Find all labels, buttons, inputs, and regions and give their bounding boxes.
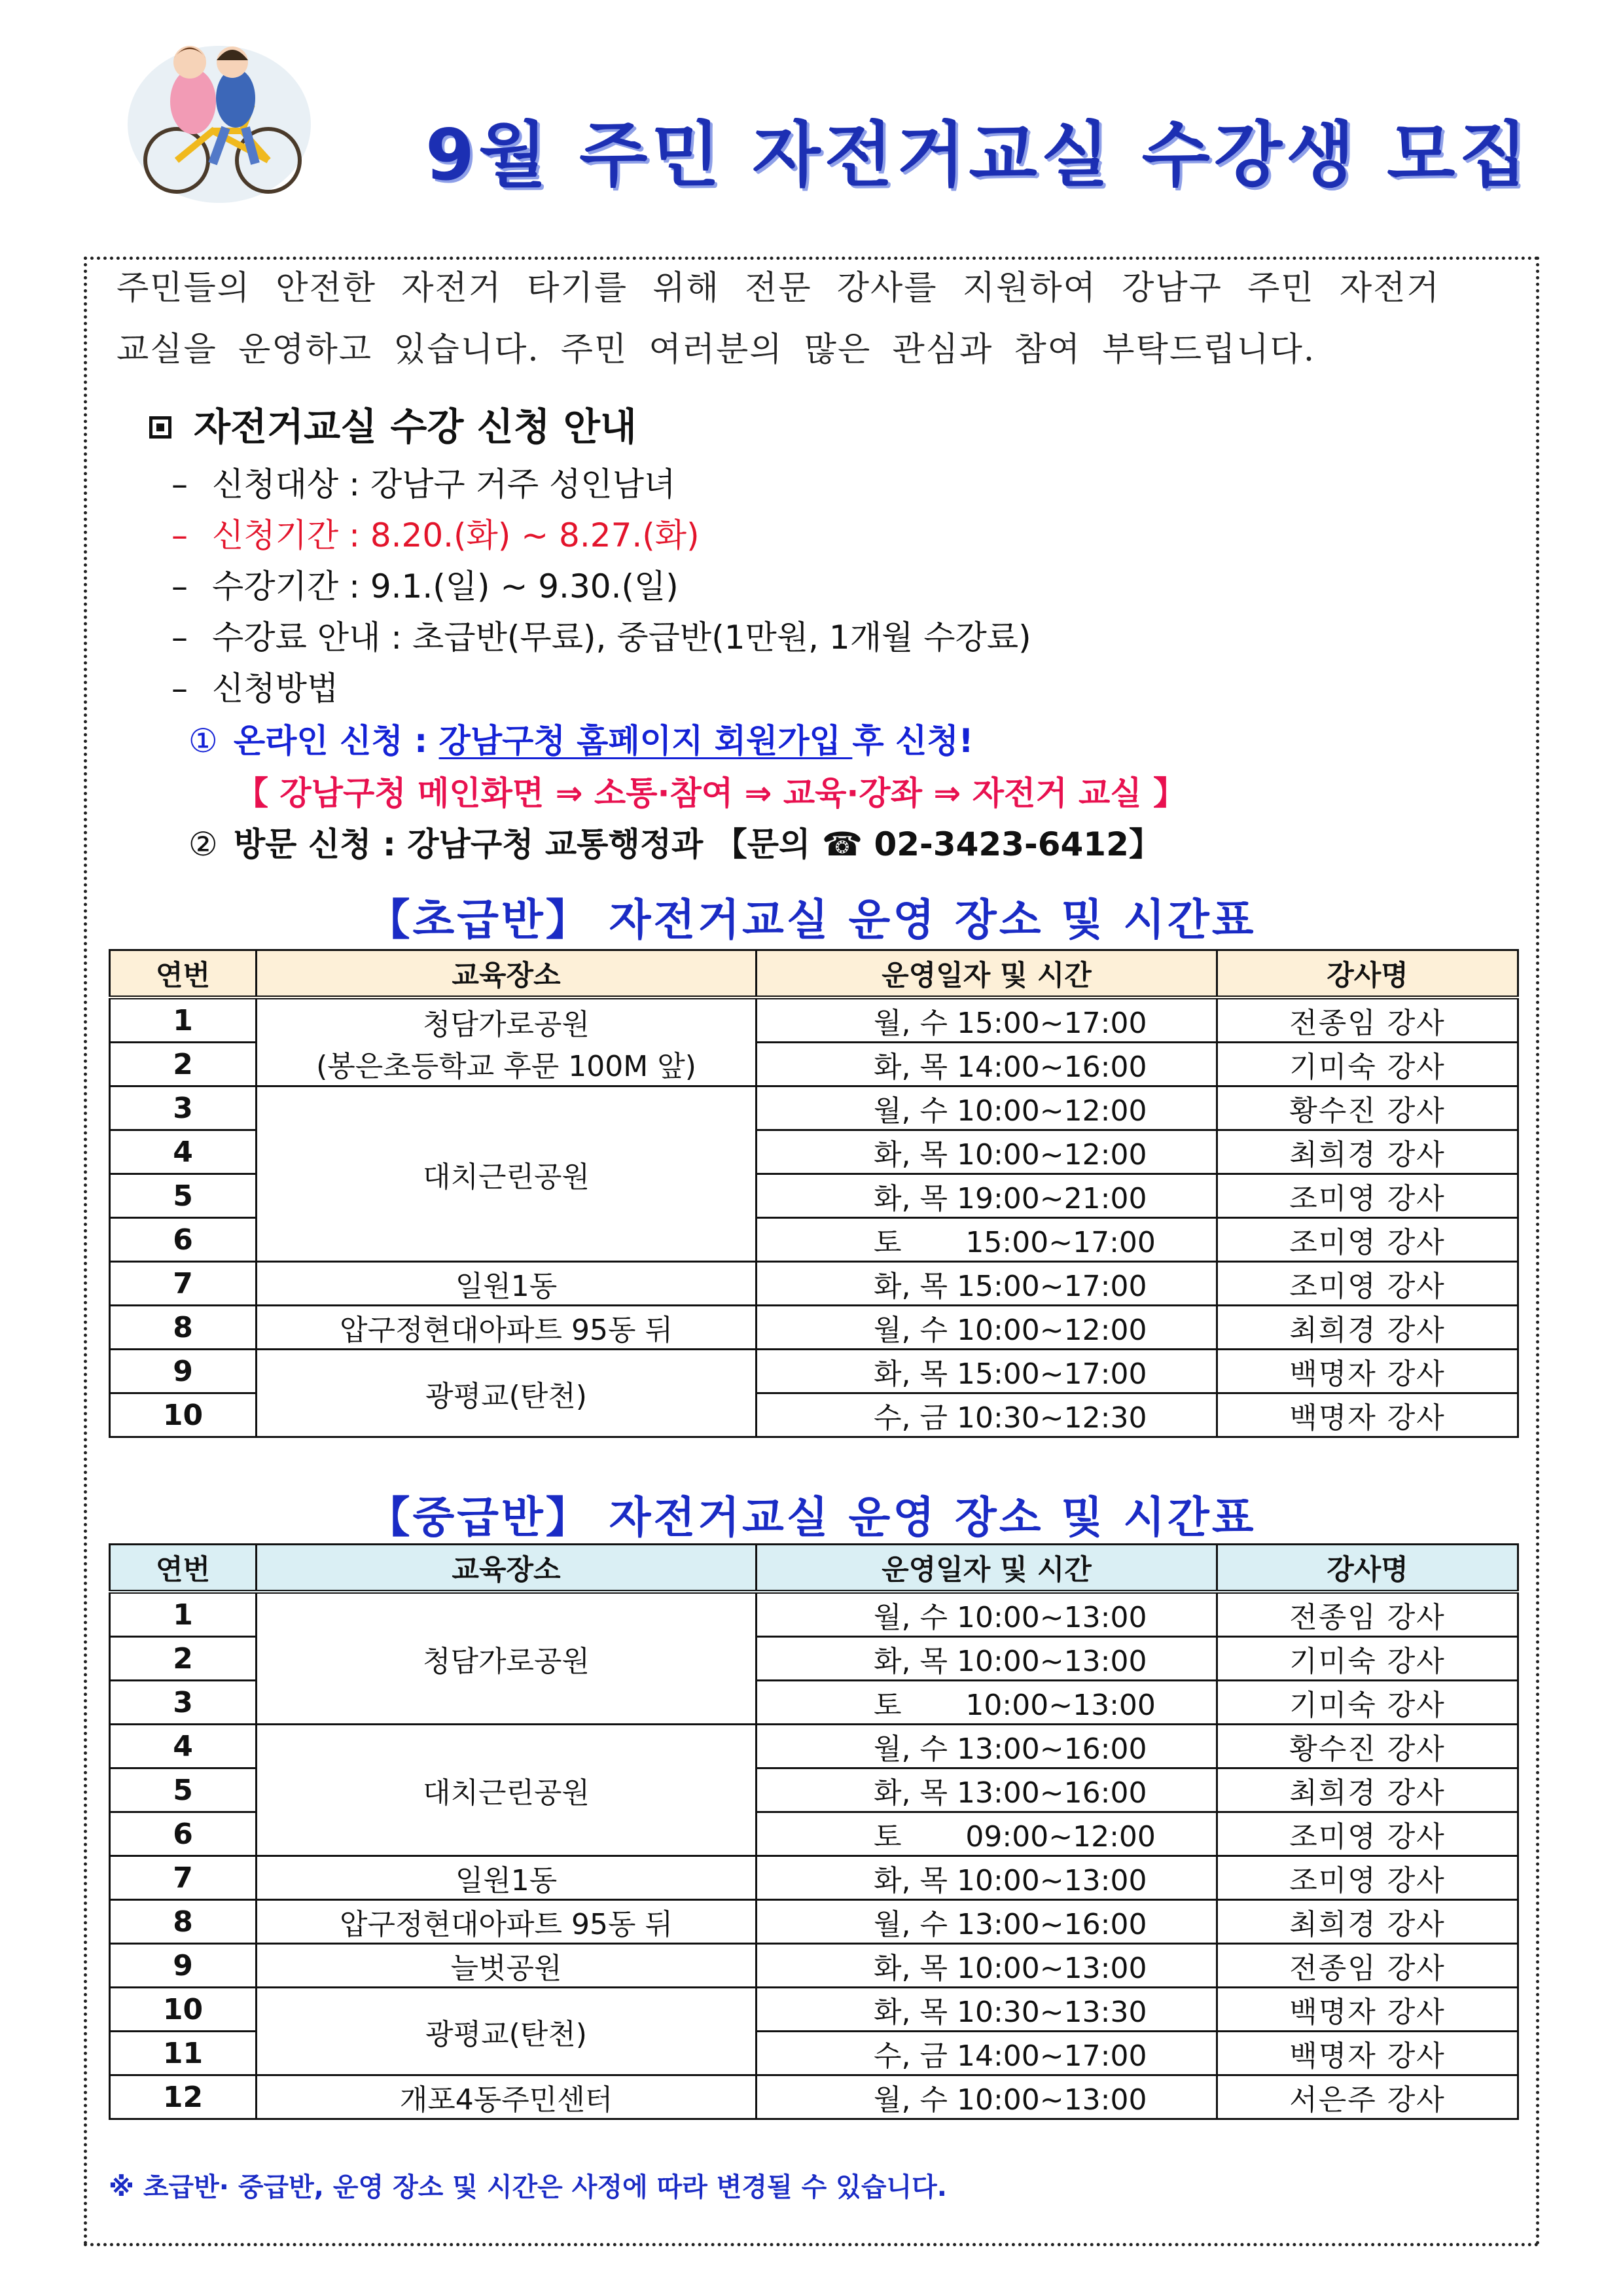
row-instructor: 황수진 강사: [1217, 1086, 1518, 1130]
row-place: 일원1동: [257, 1262, 757, 1306]
table-row: [110, 1306, 1518, 1350]
row-no: 10: [110, 1393, 257, 1437]
table-header-row: [110, 950, 1518, 998]
row-place: 광평교(탄천): [257, 1988, 757, 2075]
square-bullet-icon: [149, 416, 171, 439]
row-time: 월, 수 15:00~17:00: [757, 997, 1217, 1043]
row-instructor: 기미숙 강사: [1217, 1681, 1518, 1725]
header-time: 운영일자 및 시간: [757, 1545, 1217, 1592]
info-fee: [171, 611, 1031, 658]
row-time: 화, 목 10:00~13:00: [757, 1637, 1217, 1681]
info-fee-text: 수강료 안내 : 초급반(무료), 중급반(1만원, 1개월 수강료): [212, 619, 1031, 656]
row-no: 7: [110, 1262, 257, 1306]
row-time: 토 15:00~17:00: [757, 1218, 1217, 1262]
header-no: 연번: [110, 950, 257, 998]
row-no: 7: [110, 1856, 257, 1900]
circled-two: ②: [188, 825, 218, 863]
row-no: 12: [110, 2075, 257, 2119]
dash-icon: –: [171, 670, 188, 708]
row-no: 3: [110, 1086, 257, 1130]
row-no: 8: [110, 1306, 257, 1350]
header-time: 운영일자 및 시간: [757, 950, 1217, 998]
row-instructor: 백명자 강사: [1217, 1350, 1518, 1393]
guide-heading-text: 자전거교실 수강 신청 안내: [194, 404, 637, 449]
intermediate-schedule-table: [109, 1543, 1519, 2120]
row-time: 화, 목 13:00~16:00: [757, 1768, 1217, 1812]
row-time: 화, 목 15:00~17:00: [757, 1350, 1217, 1393]
info-target-text: 신청대상 : 강남구 거주 성인남녀: [212, 465, 676, 503]
row-instructor: 백명자 강사: [1217, 1393, 1518, 1437]
place-name: 청담가로공원: [422, 1007, 590, 1041]
row-place: 늘벗공원: [257, 1944, 757, 1988]
row-no: 11: [110, 2032, 257, 2075]
row-place: 개포4동주민센터: [257, 2075, 757, 2119]
info-period-text: 신청기간 : 8.20.(화) ~ 8.27.(화): [212, 516, 700, 554]
row-time: 화, 목 10:00~13:00: [757, 1944, 1217, 1988]
dash-icon: –: [171, 516, 188, 554]
online-apply: [188, 715, 974, 762]
guide-heading: [149, 396, 637, 451]
row-place: 일원1동: [257, 1856, 757, 1900]
row-no: 2: [110, 1637, 257, 1681]
row-place: 대치근린공원: [257, 1725, 757, 1856]
info-course-period-text: 수강기간 : 9.1.(일) ~ 9.30.(일): [212, 567, 679, 605]
dash-icon: –: [171, 567, 188, 605]
homepage-signup-link[interactable]: 강남구청 홈페이지 회원가입: [438, 722, 853, 760]
row-instructor: 조미영 강사: [1217, 1218, 1518, 1262]
row-instructor: 최희경 강사: [1217, 1768, 1518, 1812]
row-time: 월, 수 10:00~13:00: [757, 1592, 1217, 1637]
table-row: [110, 1262, 1518, 1306]
row-time: 월, 수 10:00~13:00: [757, 2075, 1217, 2119]
row-instructor: 조미영 강사: [1217, 1812, 1518, 1856]
beginner-schedule-table: [109, 949, 1519, 1438]
header-instructor: 강사명: [1217, 1545, 1518, 1592]
row-instructor: 전종임 강사: [1217, 997, 1518, 1043]
row-instructor: 전종임 강사: [1217, 1944, 1518, 1988]
visit-apply: [188, 818, 1162, 865]
row-instructor: 기미숙 강사: [1217, 1637, 1518, 1681]
row-no: 1: [110, 997, 257, 1043]
beginner-table-title: 【초급반】 자전거교실 운영 장소 및 시간표: [366, 895, 1257, 945]
row-place: 대치근린공원: [257, 1086, 757, 1262]
row-no: 1: [110, 1592, 257, 1637]
visit-text: 방문 신청 : 강남구청 교통행정과 【문의 ☎ 02-3423-6412】: [233, 825, 1162, 863]
header-no: 연번: [110, 1545, 257, 1592]
row-instructor: 최희경 강사: [1217, 1306, 1518, 1350]
table-row: [110, 1592, 1518, 1637]
circled-one: ①: [188, 722, 218, 760]
row-time: 화, 목 10:00~13:00: [757, 1856, 1217, 1900]
row-time: 화, 목 14:00~16:00: [757, 1043, 1217, 1086]
row-no: 9: [110, 1944, 257, 1988]
row-time: 월, 수 10:00~12:00: [757, 1306, 1217, 1350]
row-instructor: 조미영 강사: [1217, 1174, 1518, 1218]
intro-line-2: 교실을 운영하고 있습니다. 주민 여러분의 많은 관심과 참여 부탁드립니다.: [116, 331, 1316, 369]
row-place: 광평교(탄천): [257, 1350, 757, 1437]
table-row: [110, 1856, 1518, 1900]
place-detail: (봉은초등학교 후문 100M 앞): [316, 1049, 696, 1083]
row-instructor: 조미영 강사: [1217, 1262, 1518, 1306]
row-no: 3: [110, 1681, 257, 1725]
row-instructor: 전종임 강사: [1217, 1592, 1518, 1637]
table-row: [110, 997, 1518, 1043]
row-place: 압구정현대아파트 95동 뒤: [257, 1306, 757, 1350]
table-row: [110, 1725, 1518, 1768]
header-place: 교육장소: [257, 950, 757, 998]
row-no: 6: [110, 1812, 257, 1856]
row-no: 10: [110, 1988, 257, 2032]
info-method: [171, 662, 338, 709]
row-instructor: 기미숙 강사: [1217, 1043, 1518, 1086]
row-instructor: 조미영 강사: [1217, 1856, 1518, 1900]
header-place: 교육장소: [257, 1545, 757, 1592]
row-instructor: 최희경 강사: [1217, 1130, 1518, 1174]
table-row: [110, 1350, 1518, 1393]
info-course-period: [171, 560, 679, 607]
row-no: 9: [110, 1350, 257, 1393]
row-no: 8: [110, 1900, 257, 1944]
table-header-row: [110, 1545, 1518, 1592]
info-target: [171, 458, 675, 505]
row-no: 5: [110, 1768, 257, 1812]
page-title: 9월 주민 자전거교실 수강생 모집: [425, 115, 1531, 196]
row-time: 월, 수 13:00~16:00: [757, 1900, 1217, 1944]
table-row: [110, 1900, 1518, 1944]
row-no: 2: [110, 1043, 257, 1086]
row-place: 청담가로공원: [257, 1592, 757, 1725]
table-row: [110, 2075, 1518, 2119]
table-row: [110, 1988, 1518, 2032]
row-no: 6: [110, 1218, 257, 1262]
row-time: 월, 수 10:00~12:00: [757, 1086, 1217, 1130]
dash-icon: –: [171, 465, 188, 503]
row-instructor: 황수진 강사: [1217, 1725, 1518, 1768]
row-time: 화, 목 15:00~17:00: [757, 1262, 1217, 1306]
row-time: 화, 목 10:30~13:30: [757, 1988, 1217, 2032]
info-method-text: 신청방법: [212, 670, 339, 708]
header-instructor: 강사명: [1217, 950, 1518, 998]
bicycle-couple-illustration: [121, 33, 317, 209]
row-time: 월, 수 13:00~16:00: [757, 1725, 1217, 1768]
info-period: [171, 509, 700, 556]
row-time: 토 09:00~12:00: [757, 1812, 1217, 1856]
row-place: [257, 997, 757, 1086]
row-time: 수, 금 10:30~12:30: [757, 1393, 1217, 1437]
footnote: ※ 초급반· 중급반, 운영 장소 및 시간은 사정에 따라 변경될 수 있습니다.: [109, 2172, 947, 2202]
row-instructor: 백명자 강사: [1217, 1988, 1518, 2032]
row-instructor: 서은주 강사: [1217, 2075, 1518, 2119]
online-path: 【 강남구청 메인화면 ⇒ 소통·참여 ⇒ 교육·강좌 ⇒ 자전거 교실 】: [236, 774, 1186, 812]
online-label: 온라인 신청 :: [233, 722, 439, 760]
row-time: 수, 금 14:00~17:00: [757, 2032, 1217, 2075]
row-instructor: 백명자 강사: [1217, 2032, 1518, 2075]
row-instructor: 최희경 강사: [1217, 1900, 1518, 1944]
row-time: 화, 목 19:00~21:00: [757, 1174, 1217, 1218]
intro-line-1: 주민들의 안전한 자전거 타기를 위해 전문 강사를 지원하여 강남구 주민 자전거: [116, 269, 1440, 308]
row-time: 토 10:00~13:00: [757, 1681, 1217, 1725]
dash-icon: –: [171, 619, 188, 656]
row-no: 4: [110, 1130, 257, 1174]
table-row: [110, 1944, 1518, 1988]
intermediate-table-title: 【중급반】 자전거교실 운영 장소 및 시간표: [366, 1492, 1257, 1543]
row-no: 4: [110, 1725, 257, 1768]
row-no: 5: [110, 1174, 257, 1218]
row-time: 화, 목 10:00~12:00: [757, 1130, 1217, 1174]
table-row: [110, 1086, 1518, 1130]
online-after: 후 신청!: [852, 722, 974, 760]
row-place: 압구정현대아파트 95동 뒤: [257, 1900, 757, 1944]
